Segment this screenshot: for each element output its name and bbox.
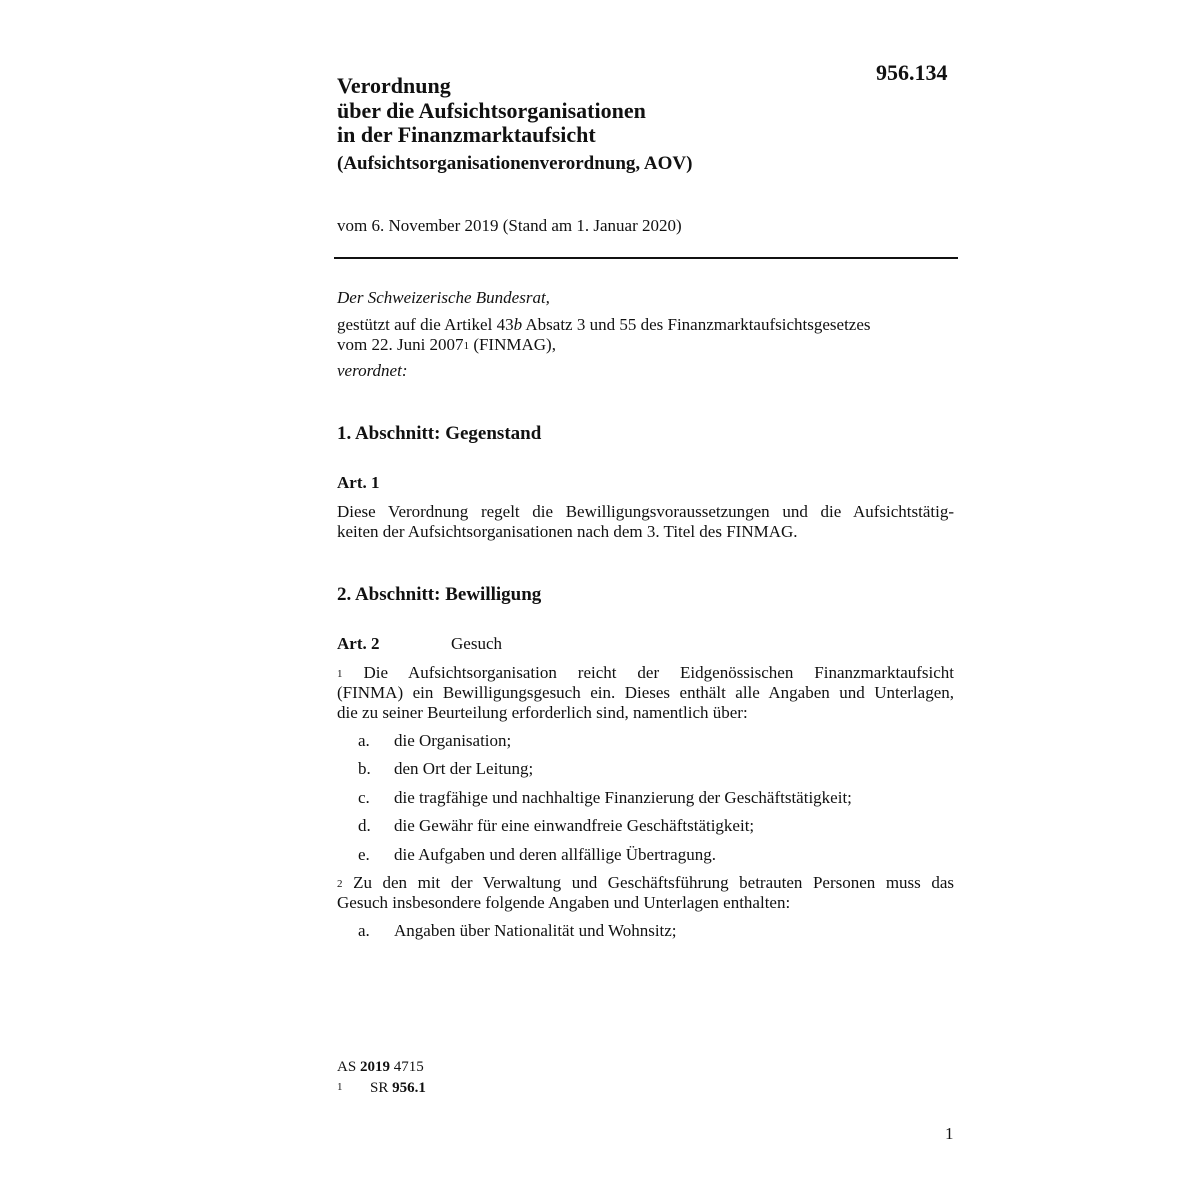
fn-ref[interactable]: 956.1 <box>392 1080 426 1096</box>
text-line: keiten der Aufsichtsorganisationen nach dem 3. Titel des FINMAG. <box>337 522 798 541</box>
text-line: die zu seiner Beurteilung erforderlich sind, namentlich über: <box>337 703 748 722</box>
text-line <box>337 873 954 893</box>
preamble-basis-line1 <box>337 315 871 335</box>
basis-text: Absatz 3 und 55 des Finanzmarktaufsichtsgesetzes <box>522 315 871 334</box>
preamble-decree: verordnet: <box>337 361 408 380</box>
footnote-as <box>337 1059 424 1076</box>
fn-prefix: SR <box>370 1080 393 1096</box>
basis-italic-letter: b <box>513 315 523 334</box>
section-heading-2: 2. Abschnitt: Bewilligung <box>337 584 542 605</box>
list-item: die tragfähige und nachhaltige Finanzierung der Geschäftstätigkeit; <box>394 788 852 807</box>
paragraph-text: Die Aufsichtsorganisation reicht der Eidgenössischen Finanzmarktaufsicht <box>363 663 955 682</box>
text-line: (FINMA) ein Bewilligungsgesuch ein. Dieses enthält alle Angaben und Unterlagen, <box>337 683 954 702</box>
basis-text: vom 22. Juni 2007 <box>337 335 464 354</box>
document-title <box>337 74 646 148</box>
article-1-text <box>337 502 954 542</box>
paragraph-number: 1 <box>337 668 343 680</box>
footnote-number: 1 <box>337 1081 343 1093</box>
list-item: Angaben über Nationalität und Wohnsitz; <box>394 921 677 940</box>
basis-text: gestützt auf die Artikel 43 <box>337 315 514 334</box>
horizontal-rule <box>334 257 958 259</box>
title-line: in der Finanzmarktaufsicht <box>337 122 596 147</box>
article-2-label: Art. 2 <box>337 634 380 653</box>
preamble-authority: Der Schweizerische Bundesrat, <box>337 288 550 307</box>
article-2-paragraph-1 <box>337 663 954 723</box>
text-line: Gesuch insbesondere folgende Angaben und Unterlagen enthalten: <box>337 893 791 912</box>
text-line <box>337 663 954 683</box>
date-line: vom 6. November 2019 (Stand am 1. Januar 2020) <box>337 216 682 235</box>
document-subtitle: (Aufsichtsorganisationenverordnung, AOV) <box>337 153 693 174</box>
title-line: über die Aufsichtsorganisationen <box>337 97 646 123</box>
list-item: die Organisation; <box>394 731 512 750</box>
list-item: die Gewähr für eine einwandfreie Geschäftstätigkeit; <box>394 816 755 835</box>
text-line: Diese Verordnung regelt die Bewilligungsvoraussetzungen und die Aufsichtstätig- <box>337 502 954 521</box>
paragraph-text: Zu den mit der Verwaltung und Geschäftsführung betrauten Personen muss das <box>353 873 955 892</box>
footnote-text <box>370 1080 426 1097</box>
article-2-title: Gesuch <box>451 634 502 653</box>
list-item-letter: c. <box>358 788 370 807</box>
as-prefix: AS <box>337 1059 360 1075</box>
page-number: 1 <box>945 1124 954 1143</box>
as-year: 2019 <box>359 1059 390 1075</box>
section-heading-1: 1. Abschnitt: Gegenstand <box>337 423 542 444</box>
footnote-1 <box>337 1080 426 1097</box>
list-item-letter: a. <box>358 731 370 750</box>
preamble-basis-line2 <box>337 335 556 355</box>
list-item-letter: b. <box>358 759 371 778</box>
list-item: die Aufgaben und deren allfällige Übertragung. <box>394 845 716 864</box>
list-item-letter: e. <box>358 845 370 864</box>
article-2-paragraph-2 <box>337 873 954 913</box>
footnote-ref-1[interactable]: 1 <box>463 340 470 352</box>
list-item-letter: d. <box>358 816 371 835</box>
title-line: Verordnung <box>337 73 451 98</box>
article-1-label: Art. 1 <box>337 473 380 492</box>
list-item: den Ort der Leitung; <box>394 759 534 778</box>
paragraph-number: 2 <box>337 878 343 890</box>
sr-number: 956.134 <box>876 60 948 85</box>
as-page: 4715 <box>389 1059 424 1075</box>
list-item-letter: a. <box>358 921 370 940</box>
basis-text: (FINMAG), <box>469 335 556 354</box>
